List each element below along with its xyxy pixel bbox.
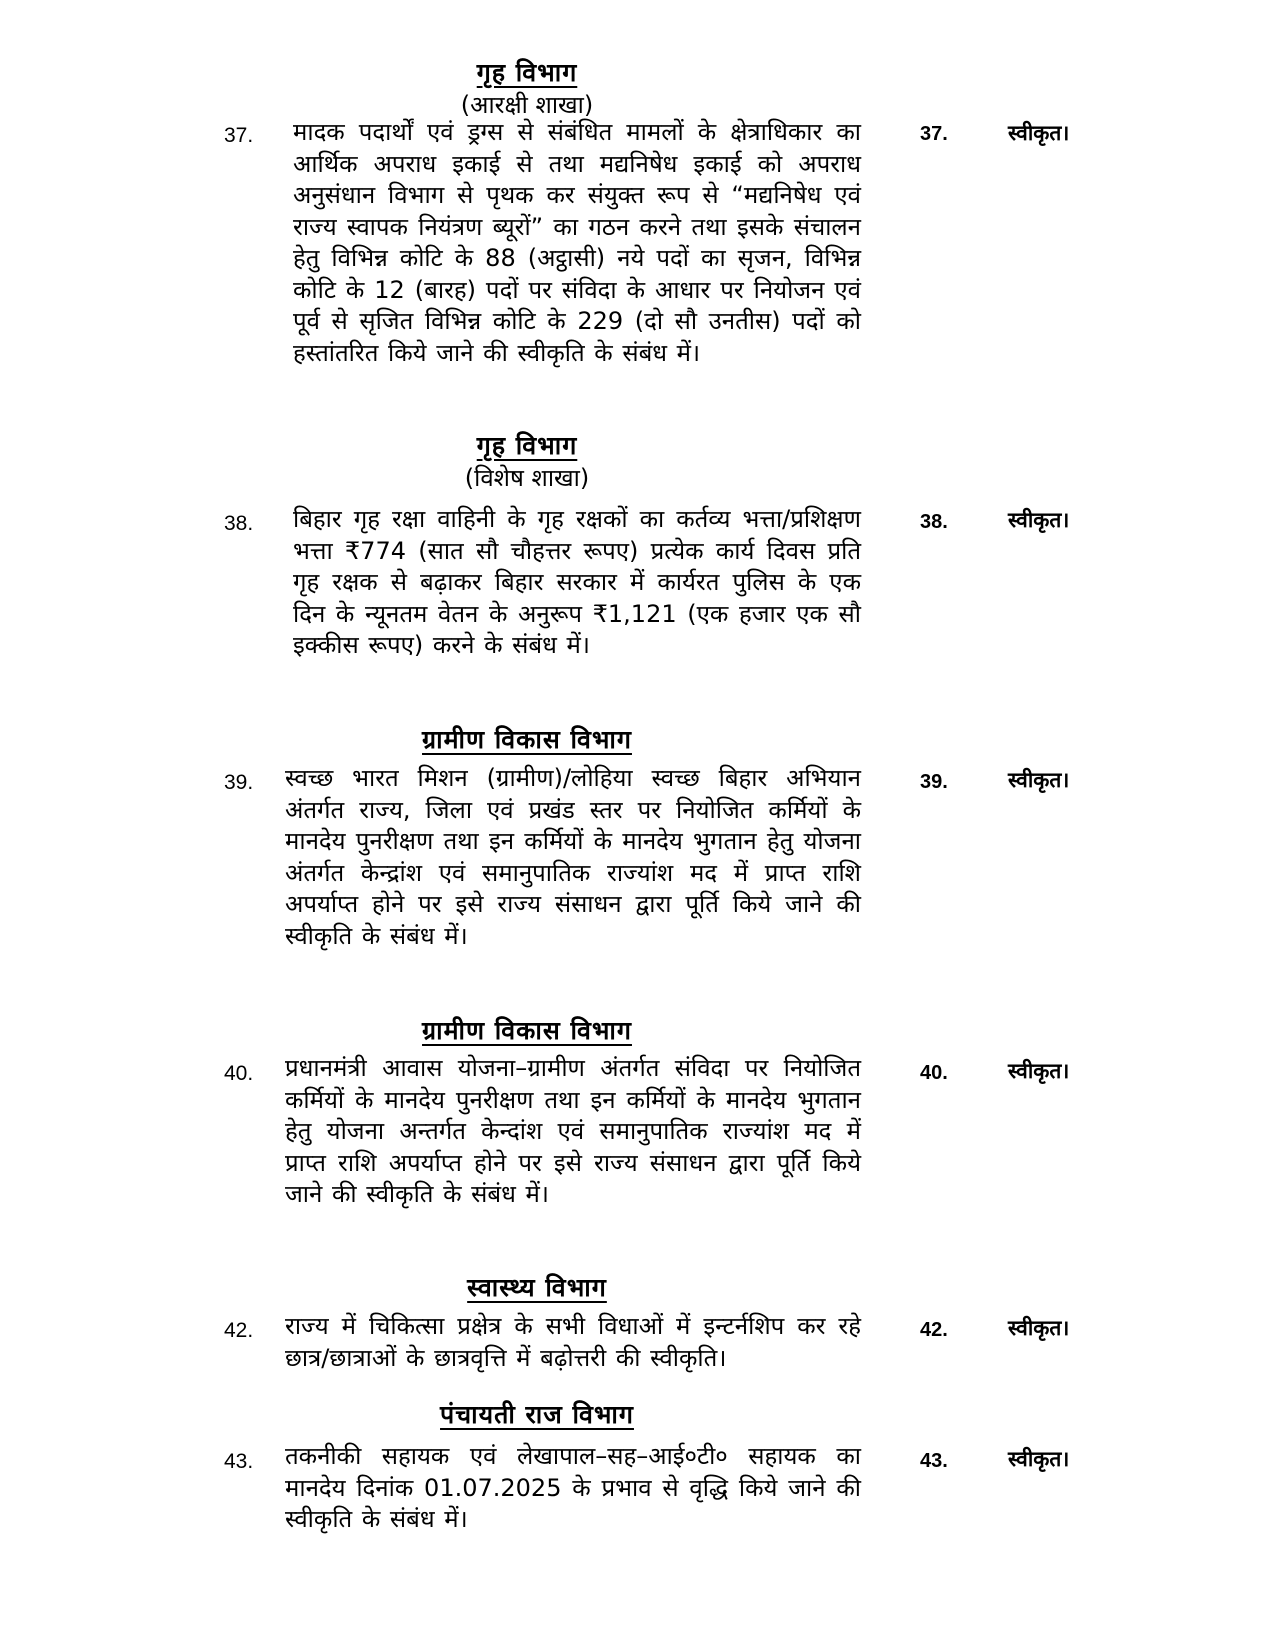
decision-status: स्वीकृत। — [1008, 508, 1070, 532]
decision-status: स्वीकृत। — [1008, 1316, 1070, 1340]
department-title: ग्रामीण विकास विभाग — [422, 1016, 632, 1045]
decision-number: 40. — [920, 1062, 948, 1084]
decision-status: स्वीकृत। — [1008, 1059, 1070, 1083]
decision-status: स्वीकृत। — [1008, 1447, 1070, 1471]
department-branch: (विशेष शाखा) — [464, 464, 590, 492]
item-number: 39. — [224, 771, 254, 794]
item-description: स्वच्छ भारत मिशन (ग्रामीण)/लोहिया स्वच्छ बिहार अभियान अंतर्गत राज्य, जिला एवं प्रखंड स्तर पर नियोजित कर्मियों के मानदेय पुनरीक्षण तथा इन कर्मियों के मानदेय भुगतान हेतु योजना अंतर्गत केन्द्रांश एवं समानुपातिक राज्यांश मद में प्राप्त राशि अपर्याप्त होने पर इसे राज्य संसाधन द्वारा पूर्ति किये जाने की स्वीकृति के संबंध में। — [285, 764, 861, 950]
item-description: राज्य में चिकित्सा प्रक्षेत्र के सभी विधाओं में इन्टर्नशिप कर रहे छात्र/छात्राओं के छात्रवृत्ति में बढ़ोत्तरी की स्वीकृति। — [285, 1312, 861, 1372]
department-title: ग्रामीण विकास विभाग — [422, 725, 632, 754]
item-number: 40. — [224, 1062, 254, 1085]
item-description: बिहार गृह रक्षा वाहिनी के गृह रक्षकों का कर्तव्य भत्ता/प्रशिक्षण भत्ता ₹774 (सात सौ चौहत्तर रूपए) प्रत्येक कार्य दिवस प्रति गृह रक्षक से बढ़ाकर बिहार सरकार में कार्यरत पुलिस के एक दिन के न्यूनतम वेतन के अनुरूप ₹1,121 (एक हजार एक सौ इक्कीस रूपए) करने के संबंध में। — [293, 505, 861, 659]
decision-number: 39. — [920, 771, 948, 793]
department-title: पंचायती राज विभाग — [440, 1400, 634, 1429]
decision-number: 37. — [920, 123, 948, 145]
department-branch: (आरक्षी शाखा) — [460, 91, 594, 119]
decision-status: स्वीकृत। — [1008, 768, 1070, 792]
department-title: गृह विभाग — [476, 58, 578, 87]
item-description: मादक पदार्थों एवं ड्रग्स से संबंधित मामलों के क्षेत्राधिकार का आर्थिक अपराध इकाई से तथा मद्यनिषेध इकाई को अपराध अनुसंधान विभाग से पृथक कर संयुक्त रूप से “मद्यनिषेध एवं राज्य स्वापक नियंत्रण ब्यूरों” का गठन करने तथा इसके संचालन हेतु विभिन्न कोटि के 88 (अट्ठासी) नये पदों का सृजन, विभिन्न कोटि के 12 (बारह) पदों पर संविदा के आधार पर नियोजन एवं पूर्व से सृजित विभिन्न कोटि के 229 (दो सौ उनतीस) पदों को हस्तांतरित किये जाने की स्वीकृति के संबंध में। — [293, 118, 861, 367]
decision-status: स्वीकृत। — [1008, 121, 1070, 145]
decision-number: 42. — [920, 1319, 948, 1341]
department-title: गृह विभाग — [476, 431, 578, 460]
item-number: 38. — [224, 512, 254, 535]
decision-number: 43. — [920, 1450, 948, 1472]
item-description: प्रधानमंत्री आवास योजना–ग्रामीण अंतर्गत संविदा पर नियोजित कर्मियों के मानदेय पुनरीक्षण तथा इन कर्मियों के मानदेय भुगतान हेतु योजना अन्तर्गत केन्दांश एवं समानुपातिक राज्यांश मद में प्राप्त राशि अपर्याप्त होने पर इसे राज्य संसाधन द्वारा पूर्ति किये जाने की स्वीकृति के संबंध में। — [285, 1054, 861, 1208]
item-description: तकनीकी सहायक एवं लेखापाल–सह–आई०टी० सहायक का मानदेय दिनांक 01.07.2025 के प्रभाव से वृद्धि किये जाने की स्वीकृति के संबंध में। — [285, 1442, 861, 1533]
decision-number: 38. — [920, 511, 948, 533]
item-number: 42. — [224, 1319, 254, 1342]
item-number: 43. — [224, 1450, 254, 1473]
department-title: स्वास्थ्य विभाग — [467, 1273, 607, 1302]
item-number: 37. — [224, 124, 254, 147]
